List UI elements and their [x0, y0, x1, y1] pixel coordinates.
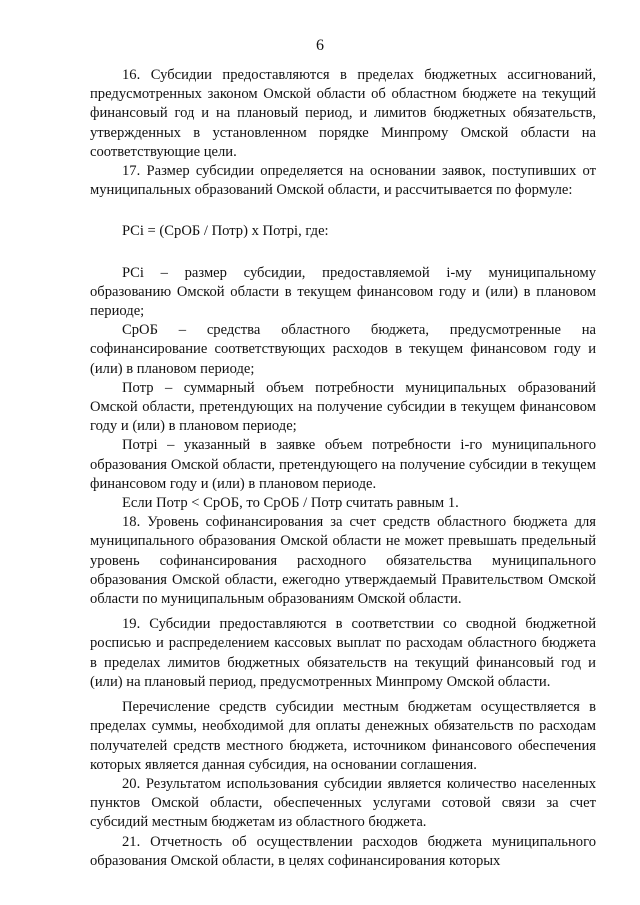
- definition-srob: СрОБ – средства областного бюджета, предусмотренные на софинансирование соответствующих расходов в текущем финансовом году и (или) в плановом периоде;: [90, 322, 596, 377]
- definition-potr: Потр – суммарный объем потребности муниципальных образований Омской области, претендующих на получение субсидии в текущем финансовом году и (или) в плановом периоде;: [90, 379, 596, 435]
- ratio-rule: Если Потр < СрОБ, то СрОБ / Потр считать равным 1.: [122, 495, 459, 512]
- document-body: [90, 66, 596, 871]
- paragraph-20: 20. Результатом использования субсидии является количество населенных пунктов Омской области, обеспеченных услугами сотовой связи за счет субсидий местным бюджетам из областного бюджета.: [90, 775, 596, 831]
- paragraph-16: 16. Субсидии предоставляются в пределах бюджетных ассигнований, предусмотренных законом Омской области об областном бюджете на текущий финансовый год и на плановый период, и лимитов бюджетных обязательств, утвержденных в установленном порядке Минпрому Омской области на соответствующие цели.: [90, 67, 596, 160]
- paragraph-17: 17. Размер субсидии определяется на основании заявок, поступивших от муниципальных образований Омской области, и рассчитывается по формуле:: [90, 163, 596, 199]
- subsidy-formula: PCi = (СрОБ / Потр) х Потрi, где:: [122, 223, 329, 240]
- definition-pci: PCi – размер субсидии, предоставляемой i-му муниципальному образованию Омской области в текущем финансовом году и (или) в плановом периоде;: [90, 264, 596, 320]
- page-number: 6: [316, 37, 324, 54]
- paragraph-18: 18. Уровень софинансирования за счет средств областного бюджета для муниципального образования Омской области не может превышать предельный уровень софинансирования расходного обязательства муниципального образования Омской области, ежегодно утверждаемый Правительством Омской области по муниципальным образованиям Омской области.: [90, 514, 596, 608]
- definition-potri: Потрi – указанный в заявке объем потребности i-го муниципального образования Омской области, претендующего на получение субсидии в текущем финансовом году и (или) в плановом периоде.: [90, 437, 596, 492]
- paragraph-21: 21. Отчетность об осуществлении расходов бюджета муниципального образования Омской области, в целях софинансирования которых: [90, 833, 596, 869]
- paragraph-19-transfer: Перечисление средств субсидии местным бюджетам осуществляется в пределах суммы, необходимой для оплаты денежных обязательств по расходам получателей средств местного бюджета, источником финансового обеспечения которых является данная субсидия, на основании соглашения.: [90, 699, 596, 773]
- paragraph-19: 19. Субсидии предоставляются в соответствии со сводной бюджетной росписью и распределением кассовых выплат по расходам областного бюджета в пределах лимитов бюджетных обязательств на текущий финансовый год и (или) на плановый период, предусмотренных Минпрому Омской области.: [90, 616, 596, 690]
